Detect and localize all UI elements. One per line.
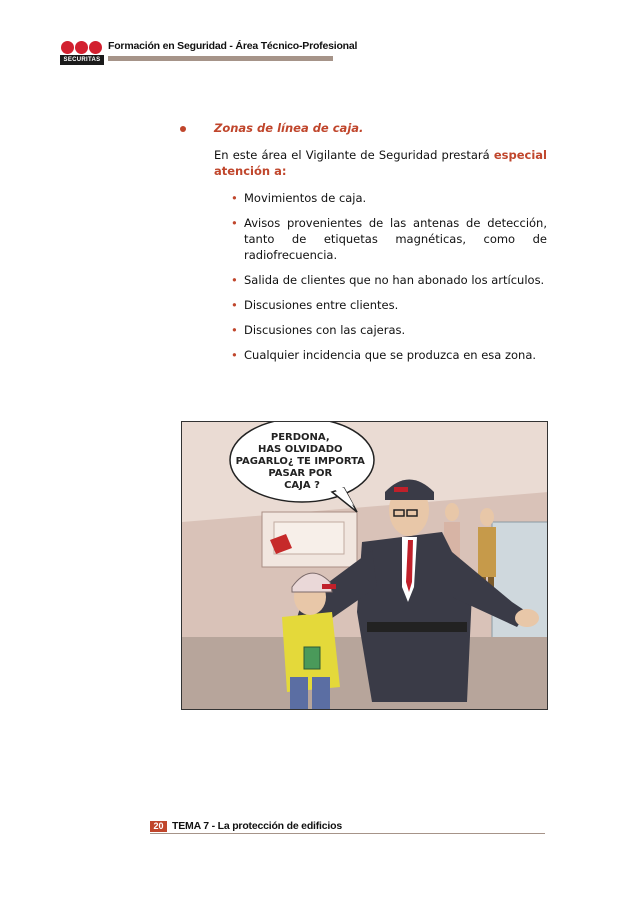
logo-text: SECURITAS	[60, 55, 104, 65]
footer-title: TEMA 7 - La protección de edificios	[172, 820, 342, 832]
cartoon-scene	[182, 422, 548, 710]
intro-text: En este área el Vigilante de Seguridad prestará	[214, 148, 490, 162]
speech-line: HAS OLVIDADO	[257, 444, 343, 455]
list-item: • Discusiones con las cajeras.	[231, 323, 406, 337]
list-item: • Discusiones entre clientes.	[231, 298, 399, 312]
header-rule	[108, 56, 333, 61]
list-item: • Cualquier incidencia que se produzca en esa zona.	[231, 348, 537, 362]
list-item: • Movimientos de caja.	[231, 191, 367, 205]
cartoon-illustration	[181, 421, 548, 710]
intro-highlight: especial atención a:	[214, 148, 547, 178]
page-number: 20	[150, 821, 167, 832]
speech-line: PERDONA,	[270, 432, 330, 443]
speech-line: CAJA ?	[284, 480, 320, 491]
attention-list	[231, 190, 547, 372]
securitas-logo	[60, 40, 104, 66]
speech-line: PAGARLO¿ TE IMPORTA	[235, 456, 365, 467]
footer-rule	[150, 833, 545, 834]
section-title: Zonas de línea de caja.	[214, 121, 364, 135]
section-bullet	[180, 126, 186, 132]
logo-dot	[75, 41, 88, 54]
logo-dot	[61, 41, 74, 54]
list-item: • Avisos provenientes de las antenas de detección, tanto de etiquetas magnéticas, como de radiofrecuencia.	[231, 216, 547, 262]
speech-line: PASAR POR	[268, 468, 333, 479]
logo-dot	[89, 41, 102, 54]
section-intro	[214, 147, 547, 179]
list-item: • Salida de clientes que no han abonado los artículos.	[231, 273, 545, 287]
header-title: Formación en Seguridad - Área Técnico-Profesional	[108, 40, 358, 52]
